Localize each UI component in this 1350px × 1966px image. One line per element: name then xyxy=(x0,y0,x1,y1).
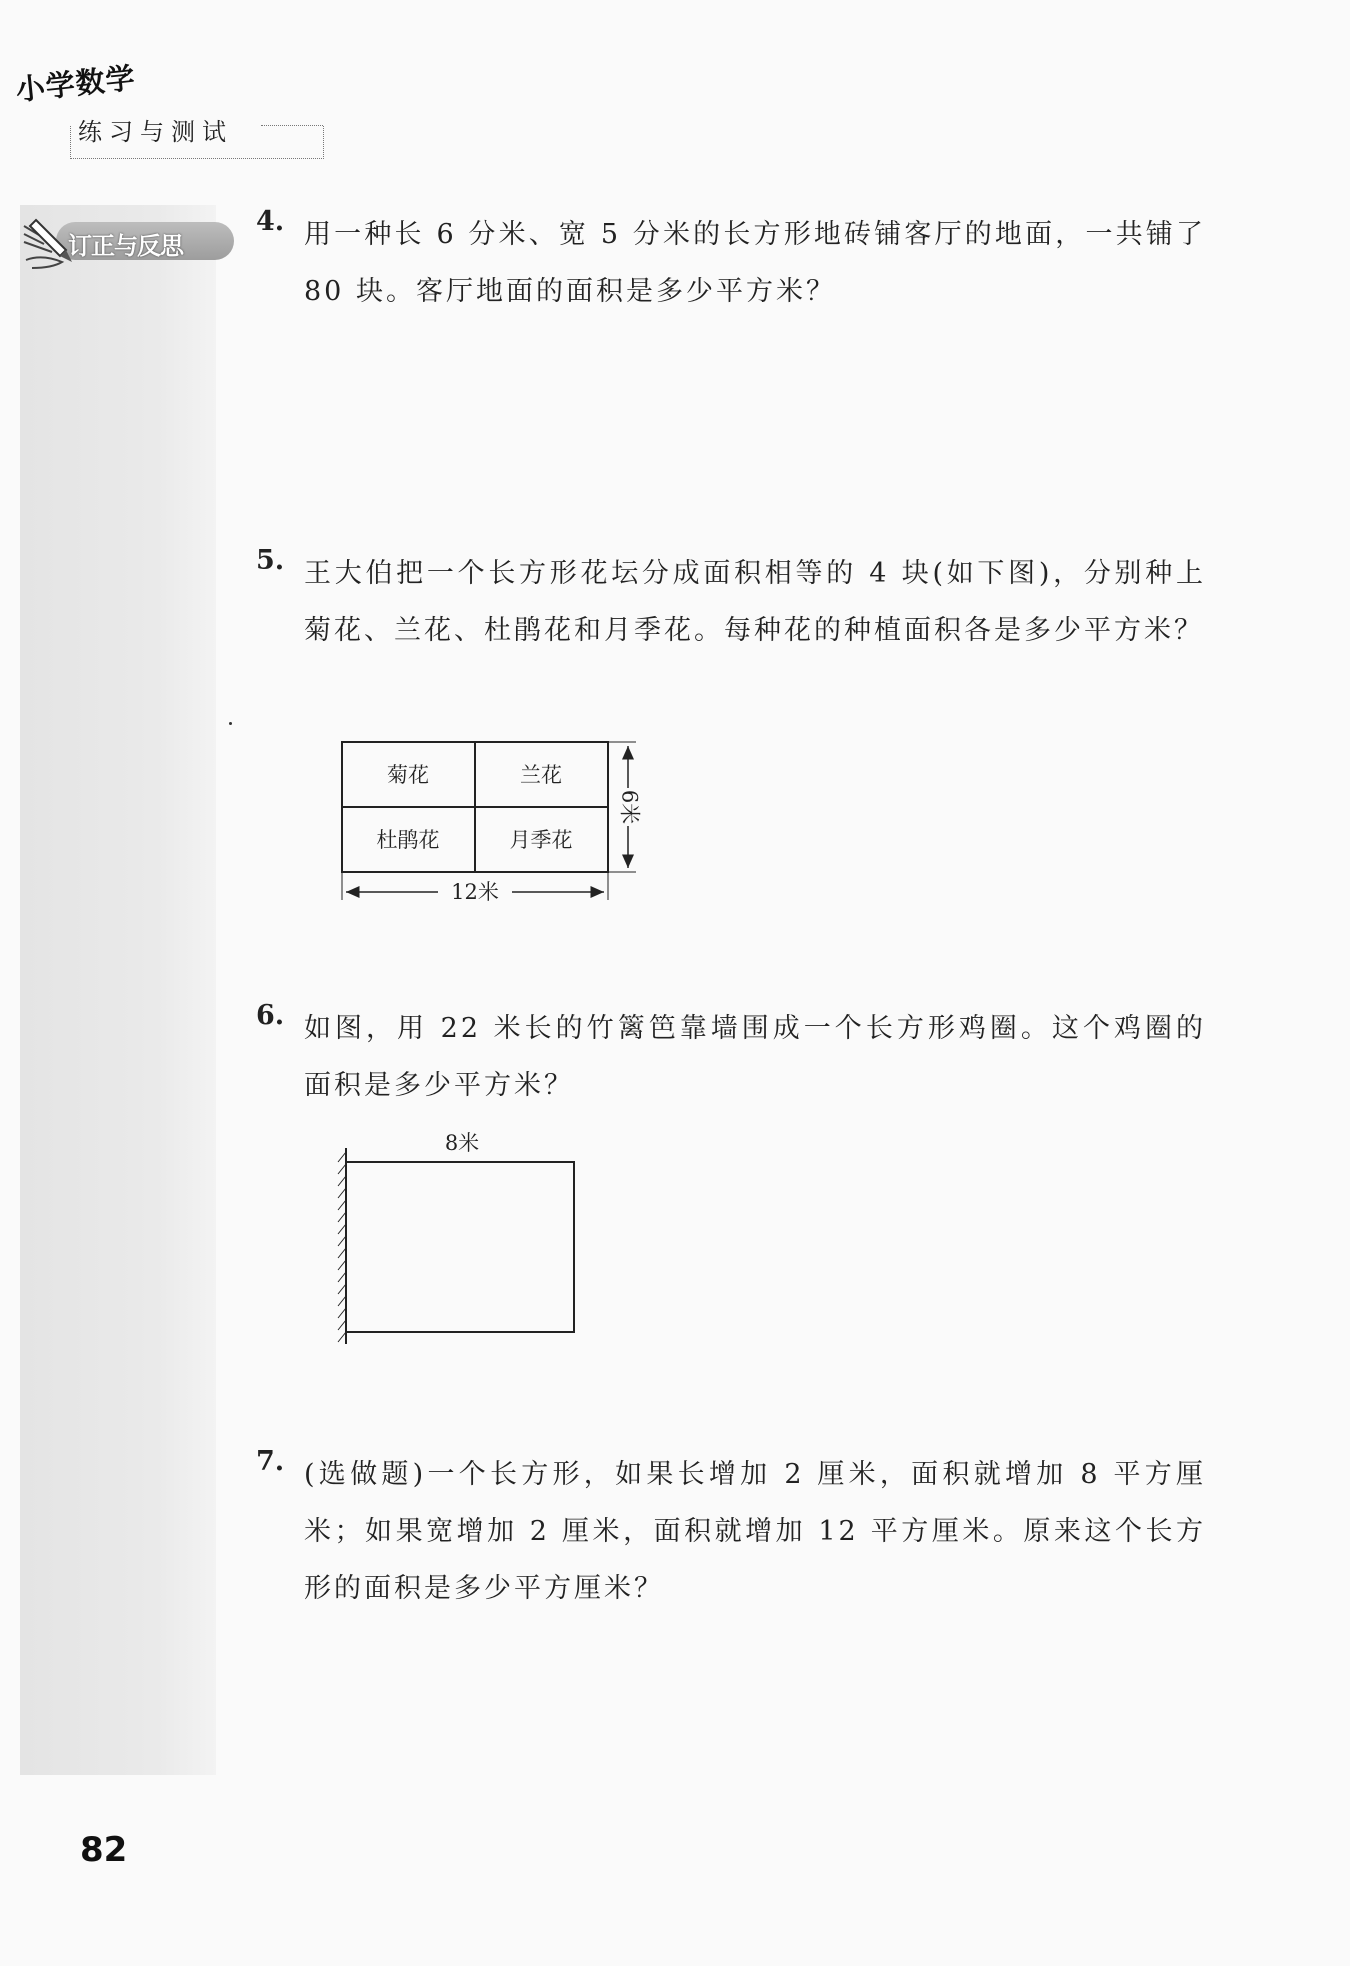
cell-chrysanthemum: 菊花 xyxy=(387,763,429,787)
book-subtitle: 练习与测试 xyxy=(78,118,233,146)
fence-outline xyxy=(346,1162,574,1332)
flower-bed-diagram xyxy=(330,730,650,910)
wall-hatching xyxy=(338,1152,346,1342)
problem-number: 7. xyxy=(256,1446,285,1477)
cell-orchid: 兰花 xyxy=(520,763,562,787)
problem-text: 用一种长 6 分米、宽 5 分米的长方形地砖铺客厅的地面，一共铺了 80 块。客厅地面的面积是多少平方米？ xyxy=(304,219,1206,307)
correction-reflection-badge xyxy=(22,222,214,262)
problem-number: 5. xyxy=(256,545,285,576)
reflection-margin xyxy=(20,205,216,1775)
speck xyxy=(229,722,232,725)
book-title: 小学数学 xyxy=(14,60,138,108)
problem-6 xyxy=(256,1000,1206,1114)
cell-azalea: 杜鹃花 xyxy=(376,828,440,852)
problem-text: 王大伯把一个长方形花坛分成面积相等的 4 块(如下图)，分别种上菊花、兰花、杜鹃花和月季花。每种花的种植面积各是多少平方米？ xyxy=(304,558,1206,646)
page-number: 82 xyxy=(80,1830,128,1870)
side-length-label: 8米 xyxy=(444,1131,480,1155)
badge-label: 订正与反思 xyxy=(68,232,183,260)
problem-5 xyxy=(256,545,1206,659)
problem-text: 如图，用 22 米长的竹篱笆靠墙围成一个长方形鸡圈。这个鸡圈的面积是多少平方米？ xyxy=(304,1013,1206,1101)
cell-rose: 月季花 xyxy=(509,828,573,852)
problem-number: 4. xyxy=(256,206,285,237)
subtitle-frame xyxy=(70,126,324,159)
width-label: 12米 xyxy=(451,880,499,904)
problem-number: 6. xyxy=(256,1000,285,1031)
height-label: 6米 xyxy=(617,789,642,825)
chicken-coop-diagram xyxy=(330,1120,590,1350)
problem-text: (选做题)一个长方形，如果长增加 2 厘米，面积就增加 8 平方厘米；如果宽增加 2 厘米，面积就增加 12 平方厘米。原来这个长方形的面积是多少平方厘米？ xyxy=(304,1459,1206,1604)
problem-4 xyxy=(256,206,1206,320)
problem-7 xyxy=(256,1446,1206,1617)
